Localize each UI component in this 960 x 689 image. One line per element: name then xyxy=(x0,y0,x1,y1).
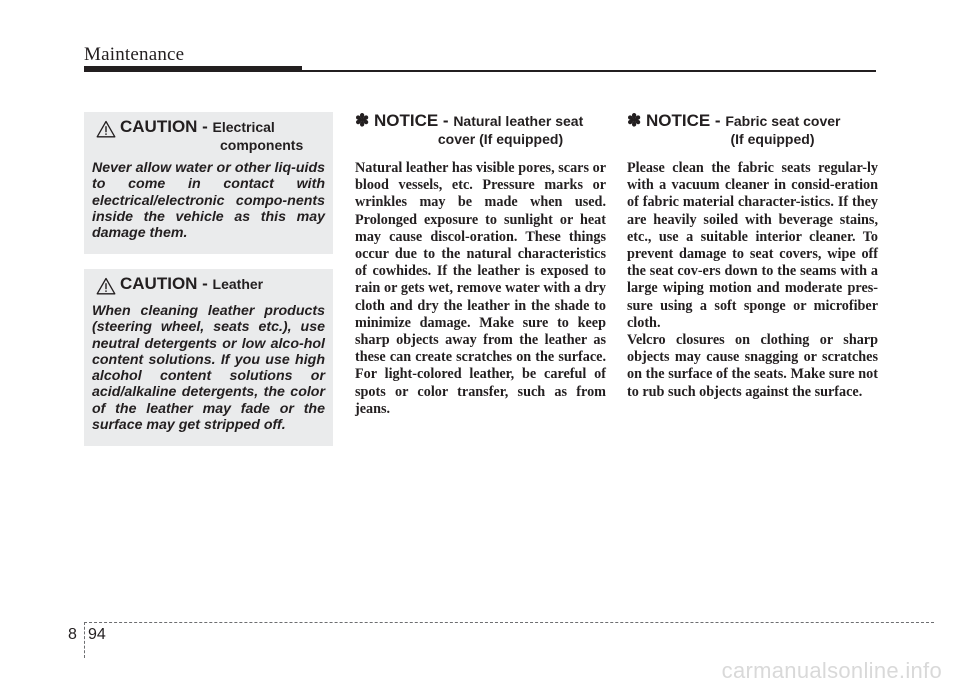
warning-triangle-icon xyxy=(96,277,116,295)
warning-triangle-icon xyxy=(96,120,116,138)
notice-heading xyxy=(355,112,606,148)
notice-heading xyxy=(627,112,878,148)
notice-asterisk-icon: ✽ xyxy=(627,111,642,130)
caution-text: When cleaning leather products (steering wheel, seats etc.), use neutral detergents or low alco-hol content solutions. If you use high alcohol content solutions or acid/alkaline detergents, the color of the leather may fade or the surface may get stripped off. xyxy=(92,303,325,434)
caution-subtitle: Leather xyxy=(212,276,264,292)
caution-text: Never allow water or other liq-uids to come in contact with electrical/electronic compo-nents inside the vehicle as this may damage them. xyxy=(92,160,325,242)
notice-asterisk-icon: ✽ xyxy=(355,111,370,130)
notice-natural-leather xyxy=(355,112,606,418)
notice-body xyxy=(355,160,606,418)
caution-heading xyxy=(90,275,327,297)
notice-body xyxy=(627,160,878,401)
page-number: 94 xyxy=(88,626,106,643)
caution-heading xyxy=(90,118,327,154)
caution-box-electrical xyxy=(84,112,333,254)
notice-label: NOTICE - xyxy=(369,111,454,130)
caution-label: CAUTION - xyxy=(120,274,213,293)
notice-subtitle-line2: (If equipped) xyxy=(730,131,815,147)
notice-subtitle-line2: cover (If equipped) xyxy=(437,131,564,147)
notice-subtitle: Natural leather seat xyxy=(453,113,584,129)
header-rule-thick xyxy=(84,66,302,72)
notice-paragraph: Natural leather has visible pores, scars or blood vessels, etc. Pressure marks or wrinkles may be made when used. Prolonged exposure to sunlight or heat may cause discol-oration. These things occur due to the natural characteristics of cowhides. If the leather is exposed to rain or gets wet, remove water with a dry cloth and dry the leather in the shade to minimize damage. Make sure to keep sharp objects away from the leather as these can create scratches on the surface. For light-colored leather, be careful of spots or color transfer, such as from jeans. xyxy=(355,160,606,417)
notice-label: NOTICE - xyxy=(641,111,726,130)
chapter-number: 8 xyxy=(68,626,77,643)
footer-divider xyxy=(84,622,85,658)
notice-subtitle: Fabric seat cover xyxy=(725,113,841,129)
watermark: carmanualsonline.info xyxy=(721,658,942,683)
header-rule-thin xyxy=(302,70,876,72)
footer-rule xyxy=(84,622,934,623)
notice-paragraph: Velcro closures on clothing or sharp objects may cause snagging or scratches on the surface of the seats. Make sure not to rub such objects against the surface. xyxy=(627,332,878,400)
caution-subtitle: Electrical xyxy=(212,119,275,135)
caution-subtitle-line2: components xyxy=(220,137,304,153)
caution-box-leather xyxy=(84,269,333,446)
notice-fabric-seat xyxy=(627,112,878,401)
caution-label: CAUTION - xyxy=(120,117,213,136)
notice-paragraph: Please clean the fabric seats regular-ly with a vacuum cleaner in consid-eration of fabric material character-istics. If they are heavily soiled with beverage stains, etc., use a suitable interior cleaner. To prevent damage to seat covers, wipe off the seat cov-ers down to the seams with a large wiping motion and moderate pres-sure using a soft sponge or microfiber cloth. xyxy=(627,160,878,331)
section-title: Maintenance xyxy=(84,44,185,65)
